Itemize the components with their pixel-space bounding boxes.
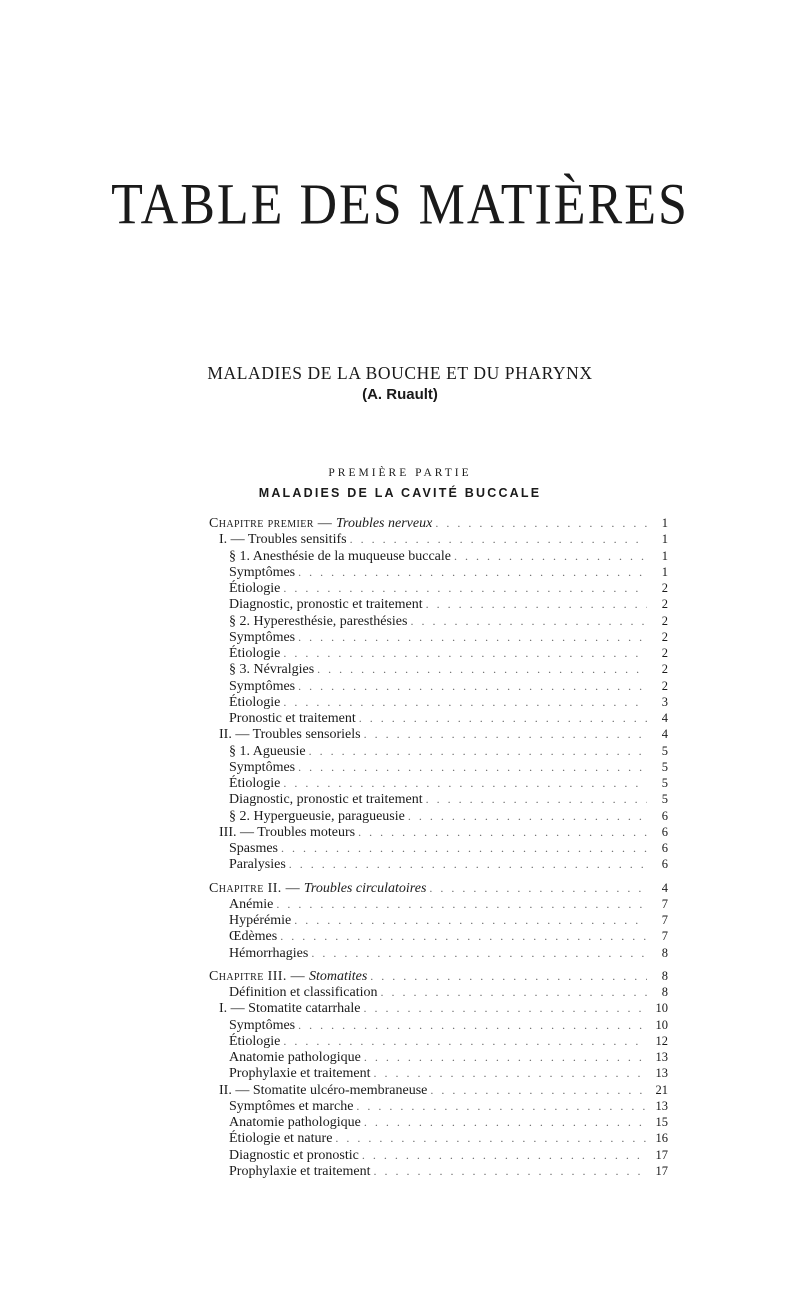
entry-label: Hémorrhagies: [229, 945, 309, 961]
page-number: 13: [655, 1050, 668, 1064]
page-number: 6: [661, 808, 668, 823]
leader-dots: [374, 1163, 647, 1179]
leader-dots: [311, 945, 647, 961]
page-number: 13: [655, 1066, 668, 1081]
leader-dots: [362, 1147, 647, 1163]
entry-label: Symptômes et marche: [229, 1098, 354, 1114]
chapter-title: Stomatites: [308, 968, 368, 984]
page-number: 2: [661, 581, 668, 595]
entry-label: Symptômes: [229, 564, 296, 580]
toc-row: [209, 1017, 668, 1033]
leader-dots: [298, 678, 647, 694]
entry-label: Symptômes: [229, 678, 296, 694]
leader-dots: [364, 1000, 648, 1016]
chapter-number: Chapitre premier —: [209, 516, 336, 531]
leader-dots: [381, 984, 647, 1000]
toc-row: [209, 824, 668, 840]
toc-row: [209, 759, 668, 775]
entry-label: II. — Troubles sensoriels: [219, 727, 361, 743]
toc-row: [209, 564, 668, 580]
leader-dots: [356, 1098, 647, 1114]
page-number: 2: [661, 613, 668, 628]
toc-row: [209, 743, 668, 759]
leader-dots: [426, 596, 647, 612]
page-number: 7: [661, 929, 668, 944]
toc-row: [209, 984, 668, 1000]
entry-label: Diagnostic et pronostic: [229, 1147, 359, 1163]
entry-label: III. — Troubles moteurs: [219, 824, 356, 840]
entry-label: Pronostic et traitement: [229, 711, 356, 726]
leader-dots: [426, 791, 647, 807]
leader-dots: [350, 531, 647, 547]
leader-dots: [364, 1114, 647, 1130]
toc-row: [209, 548, 668, 564]
page-number: 1: [661, 548, 668, 563]
entry-label: Étiologie: [229, 581, 281, 596]
page-number: 5: [661, 759, 668, 774]
leader-dots: [408, 808, 647, 824]
entry-label: Étiologie: [229, 776, 281, 791]
page-number: 1: [661, 516, 668, 530]
toc-row: [209, 645, 668, 661]
toc-row: [209, 1000, 668, 1016]
book-subtitle: MALADIES DE LA BOUCHE ET DU PHARYNX: [207, 363, 593, 383]
entry-label: Diagnostic, pronostic et traitement: [229, 792, 423, 808]
table-of-contents: [209, 515, 668, 1179]
part-heading: PREMIÈRE PARTIE: [328, 467, 472, 479]
entry-label: § 1. Agueusie: [229, 743, 306, 759]
page-number: 7: [661, 896, 668, 911]
entry-label: § 3. Névralgies: [229, 662, 315, 678]
chapter-title: Troubles circulatoires: [303, 880, 427, 896]
page-number: 4: [661, 727, 668, 742]
page-number: 15: [655, 1115, 668, 1129]
toc-chapter-row: [209, 880, 668, 896]
page-number: 6: [661, 857, 668, 872]
page-number: 2: [661, 678, 668, 693]
leader-dots: [370, 968, 647, 984]
leader-dots: [435, 515, 647, 531]
entry-label: Étiologie et nature: [229, 1131, 333, 1147]
entry-label: Spasmes: [229, 841, 278, 856]
entry-label: Œdèmes: [229, 929, 278, 945]
entry-label: Étiologie: [229, 646, 281, 661]
page-number: 5: [661, 776, 668, 790]
section-heading: MALADIES DE LA CAVITÉ BUCCALE: [258, 486, 542, 500]
leader-dots: [276, 896, 647, 912]
page-number: 4: [661, 711, 668, 725]
page-number: 8: [661, 968, 668, 983]
toc-row: [209, 791, 668, 807]
page-number: 16: [655, 1131, 668, 1146]
leader-dots: [359, 710, 647, 726]
entry-label: Paralysies: [229, 857, 286, 873]
entry-label: Étiologie: [229, 694, 281, 710]
page-number: 21: [655, 1082, 668, 1097]
entry-label: Symptômes: [229, 759, 296, 775]
leader-dots: [298, 1017, 647, 1033]
toc-row: [209, 710, 668, 726]
page-number: 1: [661, 564, 668, 579]
toc-row: [209, 808, 668, 824]
leader-dots: [283, 694, 647, 710]
leader-dots: [364, 726, 647, 742]
entry-label: § 1. Anesthésie de la muqueuse buccale: [229, 548, 451, 564]
entry-label: I. — Troubles sensitifs: [219, 532, 347, 548]
page-number: 1: [661, 532, 668, 547]
toc-row: [209, 912, 668, 928]
page-number: 2: [661, 629, 668, 644]
page-number: 8: [661, 945, 668, 960]
leader-dots: [374, 1065, 647, 1081]
page-number: 7: [661, 913, 668, 927]
toc-row: [209, 580, 668, 596]
entry-label: Définition et classification: [229, 985, 378, 1000]
entry-label: Étiologie: [229, 1033, 281, 1049]
entry-label: I. — Stomatite catarrhale: [219, 1001, 361, 1017]
entry-label: II. — Stomatite ulcéro-membraneuse: [219, 1082, 428, 1098]
chapter-number: Chapitre III. —: [209, 968, 309, 984]
page-number: 10: [655, 1001, 668, 1016]
toc-row: [209, 945, 668, 961]
chapter-number: Chapitre II. —: [209, 880, 304, 896]
entry-label: Symptômes: [229, 629, 296, 645]
leader-dots: [283, 645, 647, 661]
page-number: 17: [655, 1163, 668, 1178]
toc-row: [209, 775, 668, 791]
page-title: TABLE DES MATIÈRES: [111, 173, 689, 237]
leader-dots: [281, 840, 647, 856]
toc-row: [209, 613, 668, 629]
entry-label: § 2. Hyperesthésie, paresthésies: [229, 613, 408, 629]
page-number: 2: [661, 646, 668, 660]
toc-row: [209, 726, 668, 742]
leader-dots: [410, 613, 647, 629]
page-number: 6: [661, 824, 668, 839]
page-number: 3: [661, 694, 668, 709]
toc-row: [209, 1098, 668, 1114]
toc-row: [209, 1130, 668, 1146]
page-number: 2: [661, 597, 668, 612]
leader-dots: [280, 928, 647, 944]
chapter-title: Troubles nerveux: [336, 516, 433, 531]
page-number: 5: [661, 792, 668, 807]
page-number: 12: [655, 1033, 668, 1048]
entry-label: Prophylaxie et traitement: [229, 1163, 371, 1179]
leader-dots: [317, 661, 647, 677]
leader-dots: [298, 564, 647, 580]
leader-dots: [294, 912, 647, 928]
toc-chapter-row: [209, 515, 668, 531]
toc-row: [209, 896, 668, 912]
toc-row: [209, 531, 668, 547]
leader-dots: [298, 759, 647, 775]
toc-row: [209, 928, 668, 944]
toc-row: [209, 1114, 668, 1130]
leader-dots: [364, 1049, 647, 1065]
toc-row: [209, 840, 668, 856]
leader-dots: [358, 824, 647, 840]
entry-label: § 2. Hypergueusie, paragueusie: [229, 808, 405, 824]
leader-dots: [283, 580, 647, 596]
author-name: (A. Ruault): [362, 386, 438, 403]
entry-label: Diagnostic, pronostic et traitement: [229, 597, 423, 613]
leader-dots: [298, 629, 647, 645]
entry-label: Prophylaxie et traitement: [229, 1066, 371, 1082]
page-number: 8: [661, 985, 668, 999]
page-number: 17: [655, 1147, 668, 1162]
page-number: 10: [655, 1017, 668, 1032]
toc-row: [209, 856, 668, 872]
toc-row: [209, 694, 668, 710]
toc-row: [209, 1082, 668, 1098]
entry-label: Anémie: [229, 896, 274, 912]
toc-chapter-row: [209, 968, 668, 984]
toc-row: [209, 1065, 668, 1081]
entry-label: Anatomie pathologique: [229, 1050, 361, 1065]
entry-label: Anatomie pathologique: [229, 1115, 361, 1130]
toc-row: [209, 1163, 668, 1179]
page-number: 13: [655, 1098, 668, 1113]
toc-row: [209, 1049, 668, 1065]
leader-dots: [335, 1130, 647, 1146]
page-number: 2: [661, 662, 668, 677]
leader-dots: [430, 1082, 647, 1098]
page-number: 4: [661, 880, 668, 895]
toc-row: [209, 661, 668, 677]
entry-label: Hypérémie: [229, 913, 292, 928]
page-number: 6: [661, 841, 668, 855]
toc-row: [209, 678, 668, 694]
leader-dots: [429, 880, 647, 896]
toc-row: [209, 596, 668, 612]
entry-label: Symptômes: [229, 1017, 296, 1033]
toc-row: [209, 1033, 668, 1049]
leader-dots: [283, 775, 647, 791]
toc-row: [209, 1147, 668, 1163]
page-number: 5: [661, 743, 668, 758]
leader-dots: [309, 743, 647, 759]
leader-dots: [454, 548, 647, 564]
leader-dots: [289, 856, 647, 872]
toc-row: [209, 629, 668, 645]
leader-dots: [283, 1033, 647, 1049]
